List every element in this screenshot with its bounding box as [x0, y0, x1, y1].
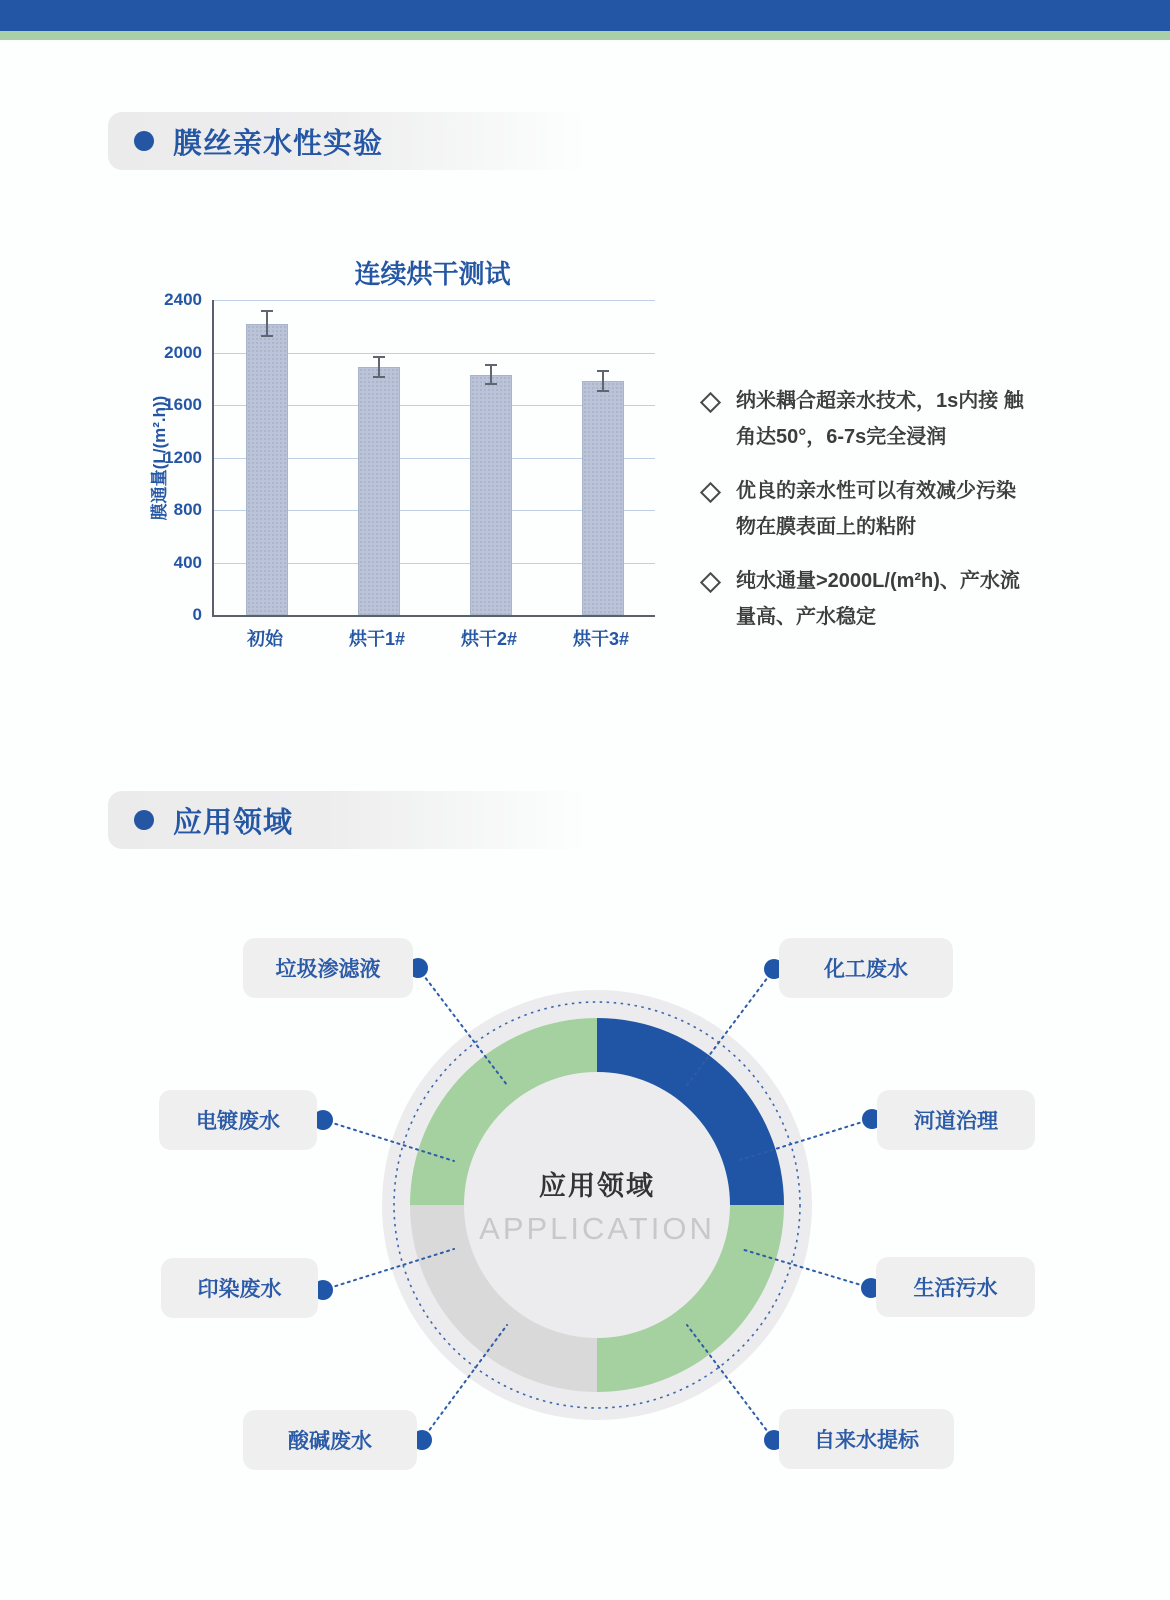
feature-bullet-list: [703, 383, 1043, 653]
y-tick-label: 2400: [164, 290, 202, 309]
y-tick-label: 1600: [164, 395, 202, 414]
x-tick-label: 初始: [247, 629, 283, 649]
diamond-icon: [700, 392, 721, 413]
section-title: 膜丝亲水性实验: [173, 127, 384, 160]
error-bar-cap: [261, 310, 273, 312]
application-label-chemical-wastewater: 化工废水: [779, 938, 953, 998]
bullet-line: 纳米耦合超亲水技术，1s内接 触: [736, 390, 1024, 412]
bullet-line: 角达50°，6-7s完全浸润: [736, 426, 947, 448]
section-header-application: [108, 791, 588, 849]
application-label-domestic-sewage: 生活污水: [876, 1257, 1035, 1317]
application-label-acid-alkali-wastewater: 酸碱废水: [243, 1410, 417, 1470]
chart-plot-area: [212, 300, 655, 617]
y-tick-label: 0: [192, 605, 202, 624]
y-tick-label: 2000: [164, 342, 202, 362]
center-subtitle: APPLICATION: [479, 1211, 715, 1246]
bar-烘干1#: [358, 367, 400, 615]
top-blue-bar: [0, 0, 1170, 31]
application-label-river-treatment: 河道治理: [877, 1090, 1035, 1150]
y-tick-label: 800: [173, 500, 202, 519]
error-bar-cap: [597, 370, 609, 372]
bar-初始: [246, 324, 288, 615]
section-title: 应用领域: [173, 806, 294, 839]
feature-bullet: [703, 473, 1043, 545]
donut-center-label: [447, 1164, 747, 1247]
center-title: 应用领域: [539, 1171, 655, 1201]
top-green-bar: [0, 31, 1170, 40]
diamond-icon: [700, 482, 721, 503]
bullet-line: 纯水通量>2000L/(m²h)、产水流: [736, 570, 1020, 592]
drying-test-chart: [130, 250, 690, 650]
bullet-line: 量高、产水稳定: [736, 606, 876, 628]
bullet-dot-icon: [134, 810, 154, 830]
error-bar-cap: [485, 364, 497, 366]
error-bar: [490, 365, 492, 384]
application-diagram: [0, 880, 1170, 1500]
error-bar: [266, 311, 268, 336]
application-label-electroplating-wastewater: 电镀废水: [159, 1090, 317, 1150]
error-bar-cap: [261, 335, 273, 337]
error-bar: [378, 357, 380, 377]
x-tick-label: 烘干2#: [460, 629, 518, 649]
application-label-tap-water-upgrade: 自来水提标: [779, 1409, 954, 1469]
chart-title: 连续烘干测试: [354, 259, 511, 289]
feature-bullet: [703, 563, 1043, 635]
y-tick-label: 1200: [164, 447, 202, 467]
feature-bullet: [703, 383, 1043, 455]
error-bar-cap: [373, 356, 385, 358]
bullet-line: 优良的亲水性可以有效减少污染: [736, 480, 1016, 502]
error-bar-cap: [373, 376, 385, 378]
error-bar: [602, 371, 604, 391]
x-tick-label: 烘干3#: [572, 629, 630, 649]
error-bar-cap: [597, 390, 609, 392]
bar-烘干2#: [470, 375, 512, 615]
application-label-dyeing-wastewater: 印染废水: [161, 1258, 318, 1318]
y-axis-title: 膜通量(L/(m².h)): [150, 395, 169, 521]
y-tick-label: 400: [173, 552, 202, 572]
x-tick-label: 烘干1#: [348, 629, 406, 649]
diamond-icon: [700, 572, 721, 593]
gridline: [214, 300, 655, 301]
bar-烘干3#: [582, 381, 624, 615]
section-header-hydrophilicity: [108, 112, 588, 170]
application-label-landfill-leachate: 垃圾渗滤液: [243, 938, 413, 998]
error-bar-cap: [485, 383, 497, 385]
bullet-dot-icon: [134, 131, 154, 151]
bullet-line: 物在膜表面上的粘附: [736, 516, 916, 538]
